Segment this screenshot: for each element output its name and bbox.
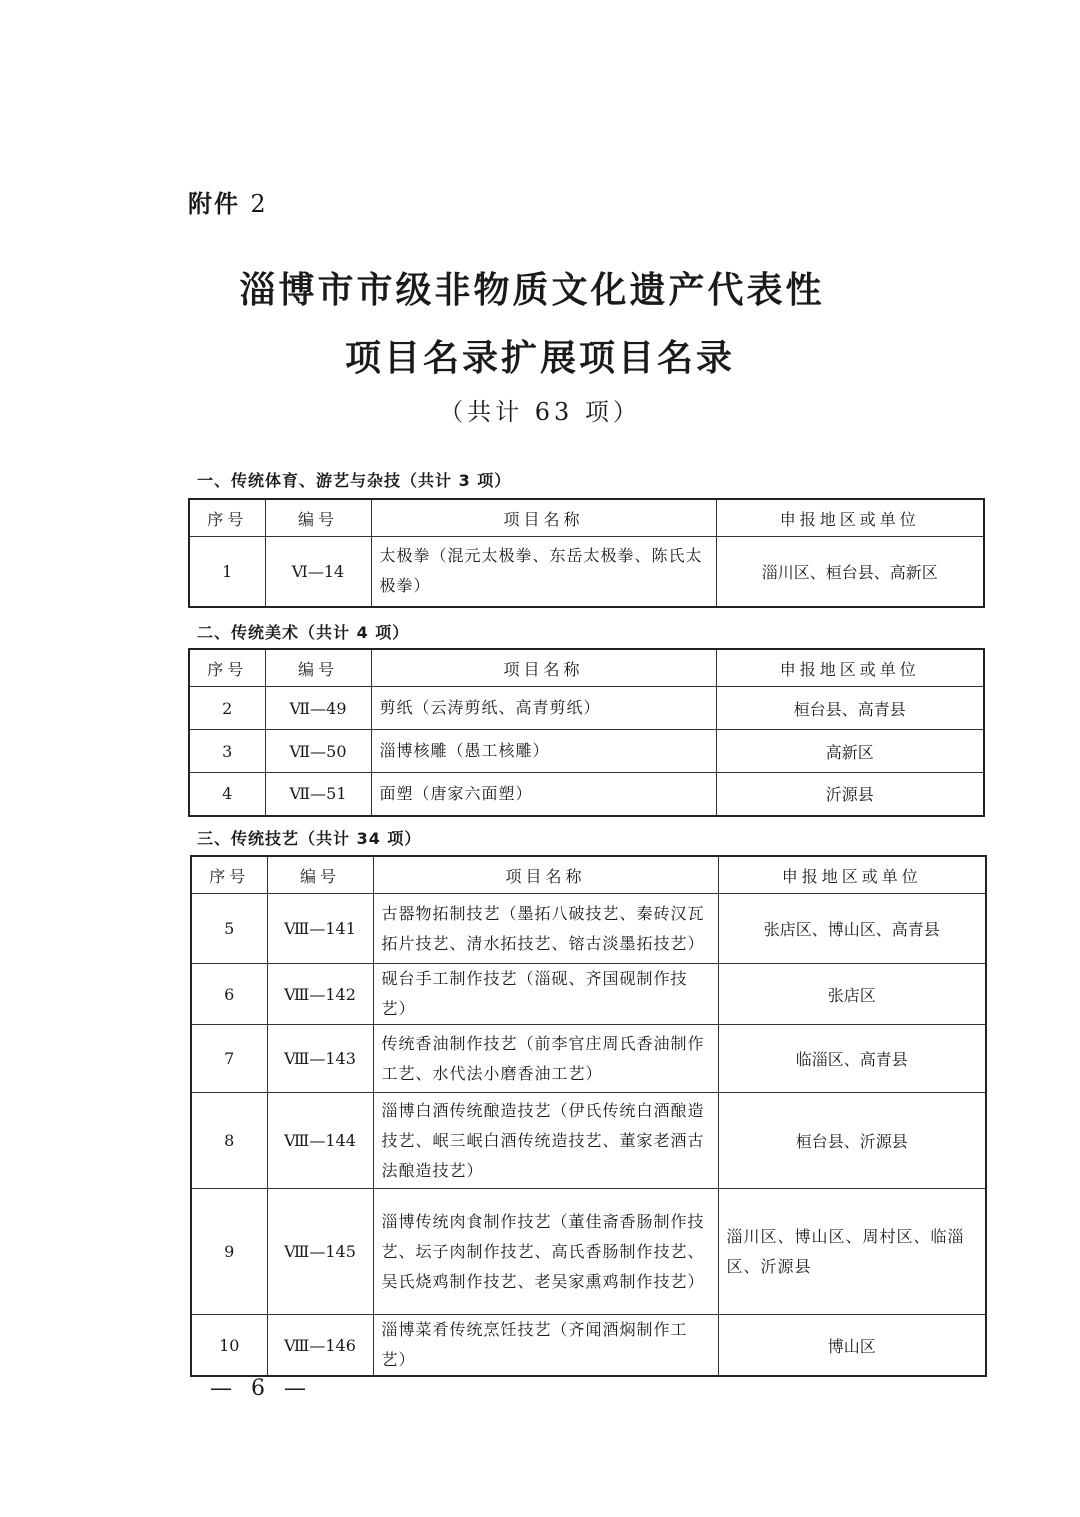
- table-row: [189, 773, 984, 816]
- attachment-label: [188, 184, 268, 219]
- table-header-row: [189, 649, 984, 687]
- table-row: [191, 1189, 986, 1315]
- cell-seq: 5: [191, 894, 267, 964]
- section-table: [188, 498, 985, 608]
- header-name: 项目名称: [371, 499, 716, 537]
- section-title: 一、传统体育、游艺与杂技（共计 3 项）: [197, 471, 512, 490]
- table-row: [189, 537, 984, 607]
- table-row: [189, 730, 984, 773]
- cell-seq: 1: [189, 537, 265, 607]
- cell-seq: 9: [191, 1189, 267, 1315]
- document-subtitle: （共计 63 项）: [439, 398, 641, 426]
- cell-region: 桓台县、沂源县: [718, 1093, 986, 1189]
- cell-name: 淄博菜肴传统烹饪技艺（齐闻酒焖制作工艺）: [373, 1315, 718, 1377]
- section-table: [190, 855, 987, 1377]
- cell-region: 高新区: [716, 730, 984, 773]
- cell-code: Ⅶ—50: [265, 730, 371, 773]
- cell-seq: 4: [189, 773, 265, 816]
- cell-seq: 6: [191, 964, 267, 1025]
- cell-region: 淄川区、博山区、周村区、临淄区、沂源县: [718, 1189, 986, 1315]
- document-title-line1: 淄博市市级非物质文化遗产代表性: [239, 270, 825, 311]
- cell-name: 太极拳（混元太极拳、东岳太极拳、陈氏太极拳）: [371, 537, 716, 607]
- section-title: 二、传统美术（共计 4 项）: [197, 623, 410, 642]
- cell-code: Ⅶ—49: [265, 687, 371, 730]
- page-number: — 6 —: [210, 1376, 312, 1401]
- cell-code: Ⅷ—145: [267, 1189, 373, 1315]
- cell-name: 剪纸（云涛剪纸、高青剪纸）: [371, 687, 716, 730]
- section-title: 三、传统技艺（共计 34 项）: [197, 829, 422, 848]
- cell-name: 面塑（唐家六面塑）: [371, 773, 716, 816]
- cell-code: Ⅷ—143: [267, 1025, 373, 1093]
- table-row: [189, 687, 984, 730]
- table-row: [191, 964, 986, 1025]
- header-code: 编号: [265, 499, 371, 537]
- cell-region: 临淄区、高青县: [718, 1025, 986, 1093]
- cell-seq: 10: [191, 1315, 267, 1377]
- header-region: 申报地区或单位: [716, 649, 984, 687]
- cell-region: 桓台县、高青县: [716, 687, 984, 730]
- table-row: [191, 1315, 986, 1377]
- table-row: [191, 894, 986, 964]
- cell-seq: 8: [191, 1093, 267, 1189]
- attachment-label-text: 附件: [188, 190, 240, 218]
- cell-code: Ⅵ—14: [265, 537, 371, 607]
- cell-code: Ⅷ—144: [267, 1093, 373, 1189]
- cell-code: Ⅷ—142: [267, 964, 373, 1025]
- header-seq: 序号: [189, 649, 265, 687]
- cell-code: Ⅷ—146: [267, 1315, 373, 1377]
- cell-name: 淄博传统肉食制作技艺（董佳斋香肠制作技艺、坛子肉制作技艺、高氏香肠制作技艺、吴氏烧鸡制作技艺、老吴家熏鸡制作技艺）: [373, 1189, 718, 1315]
- cell-region: 张店区: [718, 964, 986, 1025]
- cell-name: 淄博白酒传统酿造技艺（伊氏传统白酒酿造技艺、岷三岷白酒传统造技艺、董家老酒古法酿造技艺）: [373, 1093, 718, 1189]
- cell-seq: 2: [189, 687, 265, 730]
- cell-name: 传统香油制作技艺（前李官庄周氏香油制作工艺、水代法小磨香油工艺）: [373, 1025, 718, 1093]
- table-row: [191, 1025, 986, 1093]
- header-region: 申报地区或单位: [718, 856, 986, 894]
- section-table: [188, 648, 985, 817]
- cell-name: 淄博核雕（愚工核雕）: [371, 730, 716, 773]
- cell-name: 古器物拓制技艺（墨拓八破技艺、秦砖汉瓦拓片技艺、清水拓技艺、镕古淡墨拓技艺）: [373, 894, 718, 964]
- header-seq: 序号: [189, 499, 265, 537]
- cell-seq: 3: [189, 730, 265, 773]
- cell-code: Ⅶ—51: [265, 773, 371, 816]
- attachment-number: 2: [250, 190, 268, 218]
- cell-name: 砚台手工制作技艺（淄砚、齐国砚制作技艺）: [373, 964, 718, 1025]
- table-header-row: [189, 499, 984, 537]
- cell-region: 张店区、博山区、高青县: [718, 894, 986, 964]
- header-seq: 序号: [191, 856, 267, 894]
- cell-code: Ⅷ—141: [267, 894, 373, 964]
- document-title-line2: 项目名录扩展项目名录: [344, 338, 735, 379]
- cell-region: 淄川区、桓台县、高新区: [716, 537, 984, 607]
- header-region: 申报地区或单位: [716, 499, 984, 537]
- cell-seq: 7: [191, 1025, 267, 1093]
- table-row: [191, 1093, 986, 1189]
- table-header-row: [191, 856, 986, 894]
- header-code: 编号: [267, 856, 373, 894]
- header-name: 项目名称: [371, 649, 716, 687]
- cell-region: 沂源县: [716, 773, 984, 816]
- header-code: 编号: [265, 649, 371, 687]
- cell-region: 博山区: [718, 1315, 986, 1377]
- header-name: 项目名称: [373, 856, 718, 894]
